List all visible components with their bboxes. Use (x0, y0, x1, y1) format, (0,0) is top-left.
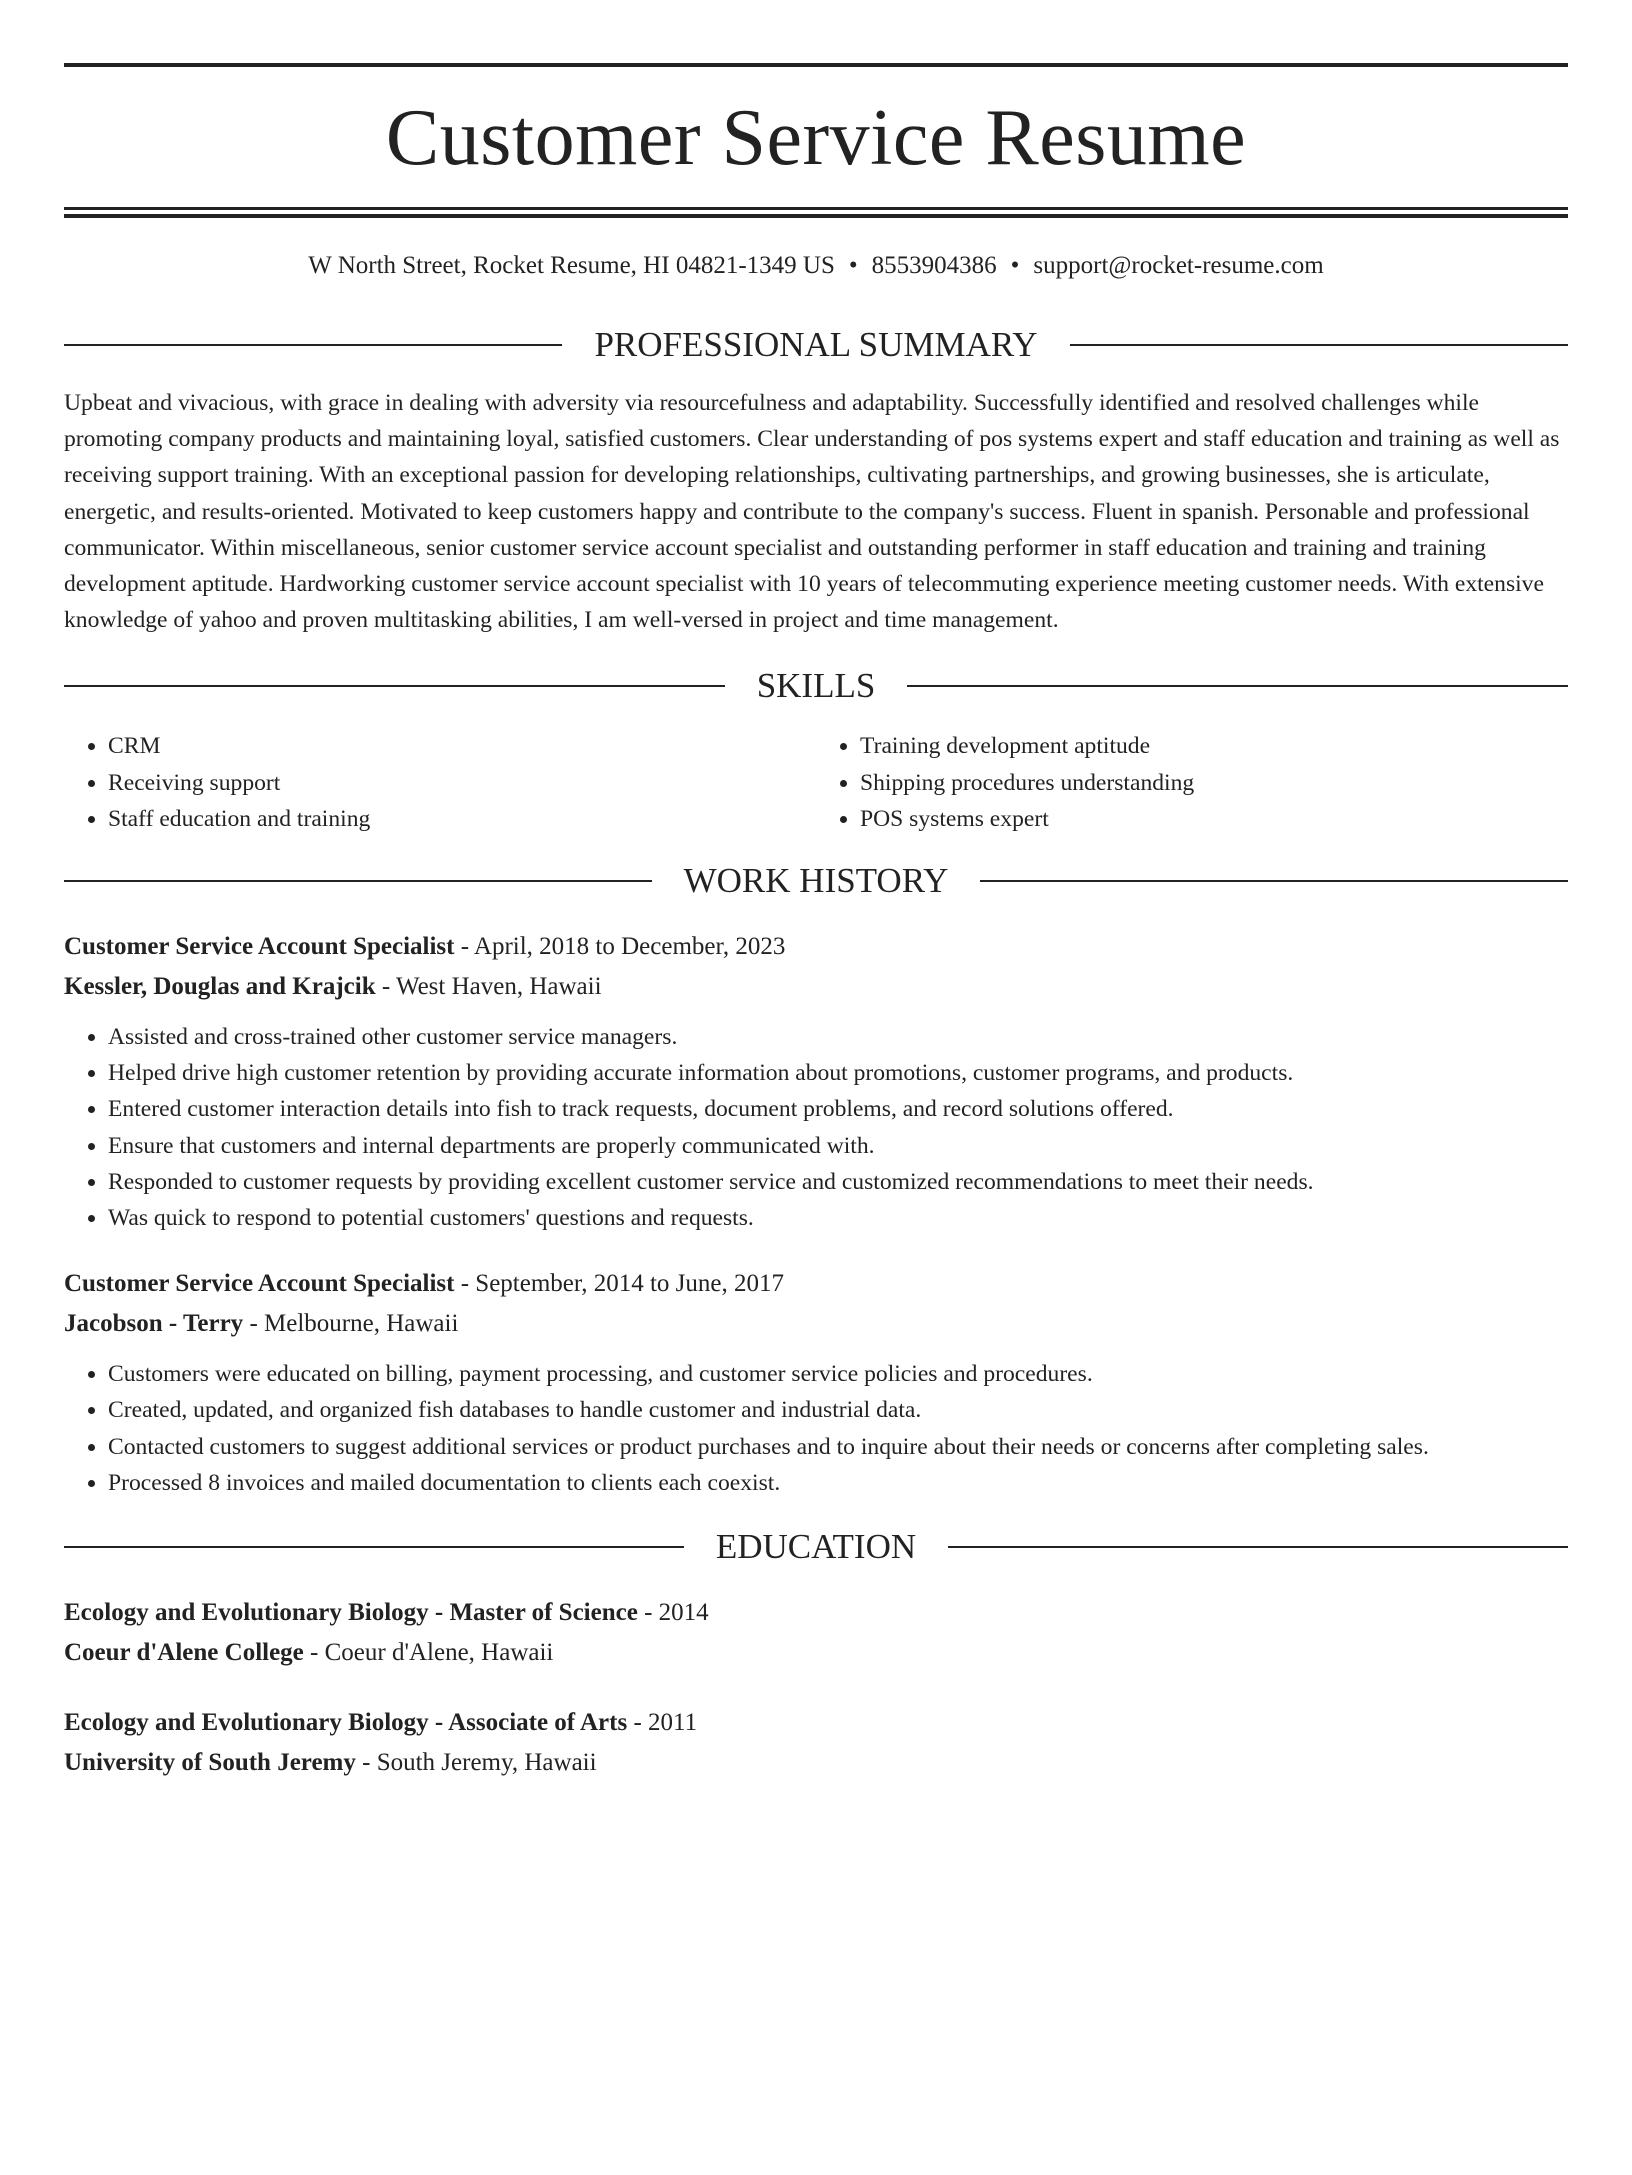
contact-phone: 8553904386 (871, 252, 997, 279)
edu-school: Coeur d'Alene College (64, 1639, 304, 1667)
section-heading-work (64, 861, 1568, 901)
edu-degree-line (64, 1703, 1568, 1743)
job-duties-list (64, 1356, 1568, 1501)
job-duty: • Responded to customer requests by providing excellent customer service and customized recommendations to meet their needs. (108, 1164, 1568, 1200)
edu-degree: Ecology and Evolutionary Biology - Associate of Arts (64, 1709, 628, 1737)
skills-columns (64, 728, 1568, 837)
summary-paragraph: Upbeat and vivacious, with grace in dealing with adversity via resourcefulness and adaptability. Successfully identified and resolved challenges while promoting company products and maintaining loyal, satisfied customers. Clear understanding of pos systems expert and staff education and training as well as receiving support training. With an exceptional passion for developing relationships, cultivating partnerships, and growing businesses, she is articulate, energetic, and results-oriented. Motivated to keep customers happy and contribute to the company's success. Fluent in spanish. Personable and professional communicator. Within miscellaneous, senior customer service account specialist and outstanding performer in staff education and training and training development aptitude. Hardworking customer service account specialist with 10 years of telecommuting experience meeting customer needs. With extensive knowledge of yahoo and proven multitasking abilities, I am well-versed in project and time management. (64, 390, 1560, 634)
job-duty: • Helped drive high customer retention by providing accurate information about promotions, customer programs, and products. (108, 1055, 1568, 1091)
job-dates: - April, 2018 to December, 2023 (454, 933, 786, 961)
job-duty: • Created, updated, and organized fish databases to handle customer and industrial data. (108, 1392, 1568, 1428)
job-duties-list (64, 1019, 1568, 1236)
edu-year: - 2014 (637, 1599, 709, 1627)
section-heading-education (64, 1527, 1568, 1567)
edu-year: - 2011 (627, 1709, 698, 1737)
top-rule (64, 63, 1568, 67)
edu-degree-line (64, 1593, 1568, 1633)
heading-rule (64, 685, 725, 687)
education-entry (64, 1703, 1568, 1783)
edu-school-line (64, 1633, 1568, 1673)
job-title: Customer Service Account Specialist (64, 933, 455, 961)
job-entry (64, 1264, 1568, 1501)
job-company-line (64, 967, 1568, 1007)
job-company: Kessler, Douglas and Krajcik (64, 973, 376, 1001)
job-company-line (64, 1304, 1568, 1344)
resume-page (0, 63, 1632, 2175)
skills-list-left (64, 728, 816, 837)
resume-title: Customer Service Resume (385, 94, 1247, 182)
skill-item: • POS systems expert (860, 801, 1568, 837)
job-location: - Melbourne, Hawaii (243, 1310, 459, 1338)
section-title: SKILLS (756, 666, 876, 706)
job-duty: • Customers were educated on billing, payment processing, and customer service policies and procedures. (108, 1356, 1568, 1392)
edu-degree: Ecology and Evolutionary Biology - Master of Science (64, 1599, 638, 1627)
heading-rule (64, 880, 652, 882)
title-double-rule (64, 207, 1568, 218)
edu-location: - Coeur d'Alene, Hawaii (303, 1639, 554, 1667)
job-company: Jacobson - Terry (64, 1310, 244, 1338)
contact-address: W North Street, Rocket Resume, HI 04821-1349 US (308, 252, 835, 279)
contact-separator: • (1010, 252, 1020, 279)
job-duty: • Processed 8 invoices and mailed documentation to clients each coexist. (108, 1465, 1568, 1501)
section-title: WORK HISTORY (683, 861, 949, 901)
job-duty: • Was quick to respond to potential customers' questions and requests. (108, 1200, 1568, 1236)
skill-item: • Training development aptitude (860, 728, 1568, 764)
heading-rule (980, 880, 1568, 882)
contact-line (64, 251, 1568, 281)
job-duty: • Contacted customers to suggest additional services or product purchases and to inquire about their needs or concerns after completing sales. (108, 1429, 1568, 1465)
job-duty: • Ensure that customers and internal departments are properly communicated with. (108, 1128, 1568, 1164)
skills-list-right (816, 728, 1568, 837)
section-title: EDUCATION (715, 1527, 917, 1567)
job-title-line (64, 1264, 1568, 1304)
job-title: Customer Service Account Specialist (64, 1270, 455, 1298)
education-entry (64, 1593, 1568, 1673)
heading-rule (1070, 344, 1568, 346)
contact-separator: • (848, 252, 858, 279)
heading-rule (907, 685, 1568, 687)
job-entry (64, 927, 1568, 1236)
heading-rule (948, 1546, 1568, 1548)
section-heading-summary (64, 325, 1568, 365)
job-title-line (64, 927, 1568, 967)
job-location: - West Haven, Hawaii (375, 973, 602, 1001)
section-title: PROFESSIONAL SUMMARY (594, 325, 1038, 364)
heading-rule (64, 1546, 684, 1548)
edu-school-line (64, 1743, 1568, 1783)
skill-item: • Receiving support (108, 765, 816, 801)
edu-school: University of South Jeremy (64, 1749, 356, 1777)
skill-item: • Staff education and training (108, 801, 816, 837)
contact-email: support@rocket-resume.com (1033, 252, 1324, 279)
job-duty: • Assisted and cross-trained other customer service managers. (108, 1019, 1568, 1055)
skill-item: • CRM (108, 728, 816, 764)
job-duty: • Entered customer interaction details into fish to track requests, document problems, and record solutions offered. (108, 1091, 1568, 1127)
job-dates: - September, 2014 to June, 2017 (454, 1270, 784, 1298)
skill-item: • Shipping procedures understanding (860, 765, 1568, 801)
section-heading-skills (64, 666, 1568, 706)
edu-location: - South Jeremy, Hawaii (355, 1749, 597, 1777)
heading-rule (64, 344, 562, 346)
